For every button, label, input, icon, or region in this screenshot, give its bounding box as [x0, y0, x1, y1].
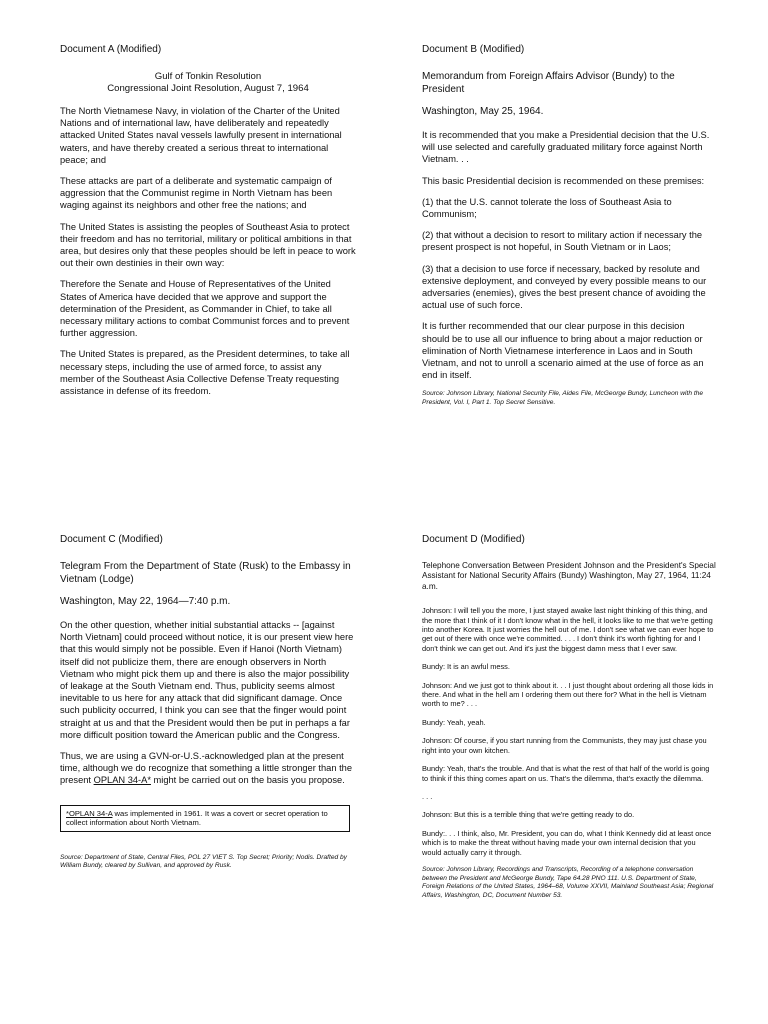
- footnote-text: was implemented in 1961. It was a covert or secret operation to collect information about North Vietnam.: [66, 808, 328, 828]
- document-b-paragraph: This basic Presidential decision is recommended on these premises:: [422, 175, 705, 186]
- transcript-ellipsis: . . .: [422, 791, 433, 801]
- document-d: [422, 534, 716, 900]
- document-a-title: [60, 71, 356, 95]
- document-c-paragraph: On the other question, whether initial substantial attacks -- [against North Vietnam] could proceed without notice, it is our present view here that this would simply not be possible. Even if Hanoi (North Vietnam) itself did not publicize them, there are enough observers in North Vietnam who might pick them up and there is also the major possibility of leakage at the South Vietnam end. Thus, publicity seems almost inevitable to us here for any attack that did significant damage. Once such publicity occurred, I think you can see that the finger would point straight at us and that the President would then be put in perhaps a far more difficult position toward the American public and the Congress.: [60, 620, 354, 740]
- document-a-title-main: Gulf of Tonkin Resolution: [154, 71, 262, 82]
- transcript-line: Bundy:. . . I think, also, Mr. President, you can do, what I think Kennedy did at least once which is to make the threat without having made your own internal decision that you would actually carry it through.: [422, 828, 712, 857]
- document-b-source: Source: Johnson Library, National Security File, Aides File, McGeorge Bundy, Luncheon with the President, Vol. I, Part 1. Top Secret Sensitive.: [422, 390, 703, 407]
- document-b-paragraph: It is recommended that you make a Presidential decision that the U.S. will use selected and carefully graduated military force against North Vietnam. . .: [422, 130, 710, 165]
- document-b-header: Document B (Modified): [422, 44, 525, 55]
- document-c-paragraph: [60, 750, 356, 787]
- document-d-source: Source: Johnson Library, Recordings and Transcripts, Recording of a telephone conversation between the President and McGeorge Bundy, Tape 64.28 PNO 111. U.S. Department of State, Foreign Relations of the United States, 1964–68, Volume XXVII, Mainland Southeast Asia; Regional Affairs, Washington, DC, Document Number 53.: [422, 865, 714, 899]
- document-a-paragraph: These attacks are part of a deliberate and systematic campaign of aggression that the Communist regime in North Vietnam has been waging against its neighbors and other free the nations; and: [60, 176, 333, 211]
- document-b-paragraph: (3) that a decision to use force if necessary, backed by resolute and extensive deployment, and conveyed by every possible means to our adversaries (enemies), gives the best present chance of avoiding the actual use of such force.: [422, 263, 707, 311]
- document-c-date: Washington, May 22, 1964—7:40 p.m.: [60, 596, 231, 607]
- transcript-line: Johnson: Of course, if you start running from the Communists, they may just chase you right into your own kitchen.: [422, 736, 707, 755]
- document-b-paragraph: (1) that the U.S. cannot tolerate the loss of Southeast Asia to Communism;: [422, 196, 672, 220]
- document-d-header: Document D (Modified): [422, 534, 525, 545]
- document-b-paragraph: (2) that without a decision to resort to military action if necessary the present prospect is not hopeful, in South Vietnam or in Laos;: [422, 230, 703, 253]
- transcript-line: Johnson: And we just got to think about it. . . I just thought about ordering all those kids in there. And what in the hell am I ordering them out there for? What in the hell is Vietnam worth to me? . . .: [422, 680, 714, 709]
- document-b: [422, 44, 714, 408]
- oplan-34a-reference: OPLAN 34-A*: [93, 775, 151, 786]
- document-a-paragraph: Therefore the Senate and House of Representatives of the United States of America have decided that we approve and support the determination of the President, as Commander in Chief, to take all necessary military actions to combat Communist forces and to prevent further aggression.: [60, 279, 350, 339]
- document-a-paragraph: The North Vietnamese Navy, in violation of the Charter of the United Nations and of international law, have deliberately and repeatedly attacked United States naval vessels lawfully present in international waters, and have thereby created a serious threat to international peace; and: [60, 106, 342, 165]
- document-a: [60, 44, 356, 406]
- document-a-subtitle: Congressional Joint Resolution, August 7, 1964: [107, 83, 309, 94]
- document-c: [60, 534, 356, 871]
- document-a-header: Document A (Modified): [60, 44, 162, 55]
- document-c-header: Document C (Modified): [60, 534, 163, 545]
- document-c-title: Telegram From the Department of State (Rusk) to the Embassy in Vietnam (Lodge): [60, 561, 351, 585]
- transcript-line: Bundy: It is an awful mess.: [422, 662, 510, 672]
- footnote-marker: *OPLAN 34-A: [66, 808, 113, 818]
- document-c-source: Source: Department of State, Central Files, POL 27 VIET S. Top Secret; Priority; Nodis. Drafted by William Bundy, cleared by Sullivan, and approved by Rusk.: [60, 853, 347, 870]
- document-c-text: might be carried out on the basis you propose.: [150, 775, 345, 786]
- document-b-paragraph: It is further recommended that our clear purpose in this decision should be to use all our influence to bring about a major reduction or elimination of North Vietnamese interference in Laos and in South Vietnam, and not to unroll a scenario aimed at the use of force as an end in itself.: [422, 321, 704, 381]
- transcript-line: Bundy: Yeah, yeah.: [422, 717, 486, 727]
- document-a-paragraph: The United States is prepared, as the President determines, to take all necessary steps, including the use of armed force, to assist any member of the Southeast Asia Collective Defense Treaty requesting assistance in defense of its freedom.: [60, 349, 350, 397]
- document-c-text: Thus, we are using a GVN-or-U.S.-acknowledged plan at the present time, although we do recognize that something a little stronger than the present: [60, 751, 352, 786]
- document-b-title: Memorandum from Foreign Affairs Advisor (Bundy) to the President: [422, 71, 675, 95]
- document-a-paragraph: The United States is assisting the peoples of Southeast Asia to protect their freedom and has no territorial, military or political ambitions in that area, but desires only that these peoples should be left in peace to work out their own destinies in their own way:: [60, 221, 356, 269]
- transcript-line: Bundy: Yeah, that's the trouble. And that is what the rest of that half of the world is going to think if this thing comes apart on us. That's the dilemma, that's exactly the dilemma.: [422, 764, 710, 783]
- document-d-title: Telephone Conversation Between President Johnson and the President's Special Assistant for National Security Affairs (Bundy) Washington, May 27, 1964, 11:24 a.m.: [422, 561, 716, 591]
- transcript-line: Johnson: But this is a terrible thing that we're getting ready to do.: [422, 810, 635, 820]
- oplan-footnote-box: [60, 805, 350, 832]
- document-b-date: Washington, May 25, 1964.: [422, 106, 544, 117]
- transcript-line: Johnson: I will tell you the more, I just stayed awake last night thinking of this thing, and the more that I think of it I don't know what in the hell, it looks like to me that we're getting into another Korea. It just worries the hell out of me. I don't see what we can ever hope to get out of there with once we're committed. . . . I don't think it's worth fighting for and I don't think we can get out. And it's just the biggest damn mess that I ever saw.: [422, 606, 714, 653]
